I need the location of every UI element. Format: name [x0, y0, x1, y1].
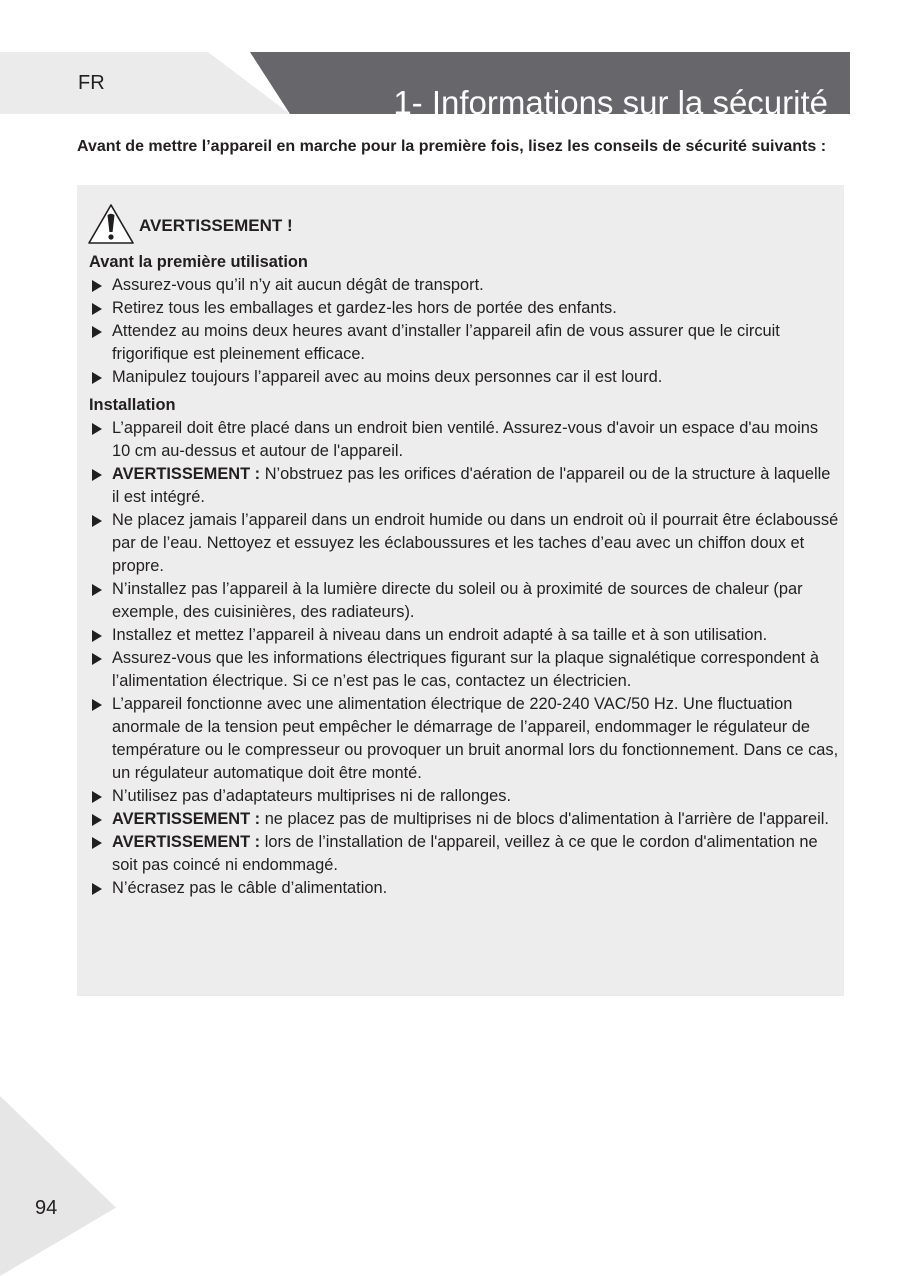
item-text: lors de l’installation de l'appareil, veillez à ce que le cordon d'alimentation ne soit pas coincé ni endommagé. — [112, 833, 818, 874]
item-text: N’utilisez pas d’adaptateurs multiprises ni de rallonges. — [112, 787, 512, 805]
warning-prefix: AVERTISSEMENT : — [112, 465, 261, 483]
list-item — [89, 578, 839, 624]
list-item — [89, 831, 839, 877]
warning-content — [89, 251, 839, 900]
item-text: Manipulez toujours l’appareil avec au moins deux personnes car il est lourd. — [112, 368, 663, 386]
warning-box — [77, 185, 844, 996]
item-text: Retirez tous les emballages et gardez-les hors de portée des enfants. — [112, 299, 617, 317]
bullet-arrow-icon — [92, 653, 102, 665]
language-tab — [0, 52, 290, 114]
list-item — [89, 366, 839, 389]
section-heading: Avant la première utilisation — [89, 253, 308, 271]
bullet-arrow-icon — [92, 326, 102, 338]
list-item — [89, 785, 839, 808]
item-text: L’appareil fonctionne avec une alimentation électrique de 220-240 VAC/50 Hz. Une fluctuation anormale de la tension peut empêcher le démarrage de l’appareil, endommager le régulateur de température ou le compresseur ou provoquer un bruit anormal lors du fonctionnement. Dans ce cas, un régulateur automatique doit être monté. — [112, 695, 839, 782]
list-item — [89, 274, 839, 297]
bullet-arrow-icon — [92, 423, 102, 435]
page-title: 1- Informations sur la sécurité — [393, 84, 828, 122]
item-text: Installez et mettez l’appareil à niveau dans un endroit adapté à sa taille et à son utilisation. — [112, 626, 768, 644]
item-text: Assurez-vous qu’il n’y ait aucun dégât de transport. — [112, 276, 484, 294]
item-text: Assurez-vous que les informations électriques figurant sur la plaque signalétique correspondent à l’alimentation électrique. Si ce n’est pas le cas, contactez un électricien. — [112, 649, 820, 690]
list-item — [89, 693, 839, 785]
item-text: N’obstruez pas les orifices d'aération de l'appareil ou de la structure à laquelle il est intégré. — [112, 465, 831, 506]
bullet-arrow-icon — [92, 791, 102, 803]
section-list — [89, 417, 839, 900]
warning-label: AVERTISSEMENT ! — [139, 216, 293, 235]
bullet-arrow-icon — [92, 630, 102, 642]
item-text: ne placez pas de multiprises ni de blocs d'alimentation à l'arrière de l'appareil. — [260, 810, 829, 828]
section-heading: Installation — [89, 396, 176, 414]
warning-prefix: AVERTISSEMENT : — [112, 833, 261, 851]
bullet-arrow-icon — [92, 699, 102, 711]
bullet-arrow-icon — [92, 584, 102, 596]
list-item — [89, 417, 839, 463]
bullet-arrow-icon — [92, 837, 102, 849]
bullet-arrow-icon — [92, 469, 102, 481]
list-item — [89, 624, 839, 647]
list-item — [89, 877, 839, 900]
bullet-arrow-icon — [92, 280, 102, 292]
bullet-arrow-icon — [92, 515, 102, 527]
item-text: Attendez au moins deux heures avant d’installer l’appareil afin de vous assurer que le circuit frigorifique est pleinement efficace. — [112, 322, 780, 363]
bullet-arrow-icon — [92, 814, 102, 826]
list-item — [89, 297, 839, 320]
page-corner — [0, 1096, 116, 1276]
intro-text: Avant de mettre l’appareil en marche pour la première fois, lisez les conseils de sécurité suivants : — [77, 138, 827, 155]
page-number: 94 — [35, 1197, 58, 1219]
warning-triangle-icon — [87, 202, 135, 246]
list-item — [89, 647, 839, 693]
bullet-arrow-icon — [92, 883, 102, 895]
warning-prefix: AVERTISSEMENT : — [112, 810, 261, 828]
list-item — [89, 463, 839, 509]
item-text: L’appareil doit être placé dans un endroit bien ventilé. Assurez-vous d'avoir un espace d'au moins 10 cm au-dessus et autour de l'appareil. — [112, 419, 819, 460]
item-text: Ne placez jamais l’appareil dans un endroit humide ou dans un endroit où il pourrait être éclaboussé par de l’eau. Nettoyez et essuyez les éclaboussures et les taches d’eau avec un chiffon doux et propre. — [112, 511, 839, 575]
item-text: N’installez pas l’appareil à la lumière directe du soleil ou à proximité de sources de chaleur (par exemple, des cuisinières, des radiateurs). — [112, 580, 803, 621]
bullet-arrow-icon — [92, 303, 102, 315]
warning-header — [87, 201, 293, 247]
list-item — [89, 320, 839, 366]
list-item — [89, 509, 839, 578]
item-text: N’écrasez pas le câble d’alimentation. — [112, 879, 388, 897]
language-code: FR — [78, 72, 105, 94]
list-item — [89, 808, 839, 831]
section-list — [89, 274, 839, 389]
bullet-arrow-icon — [92, 372, 102, 384]
